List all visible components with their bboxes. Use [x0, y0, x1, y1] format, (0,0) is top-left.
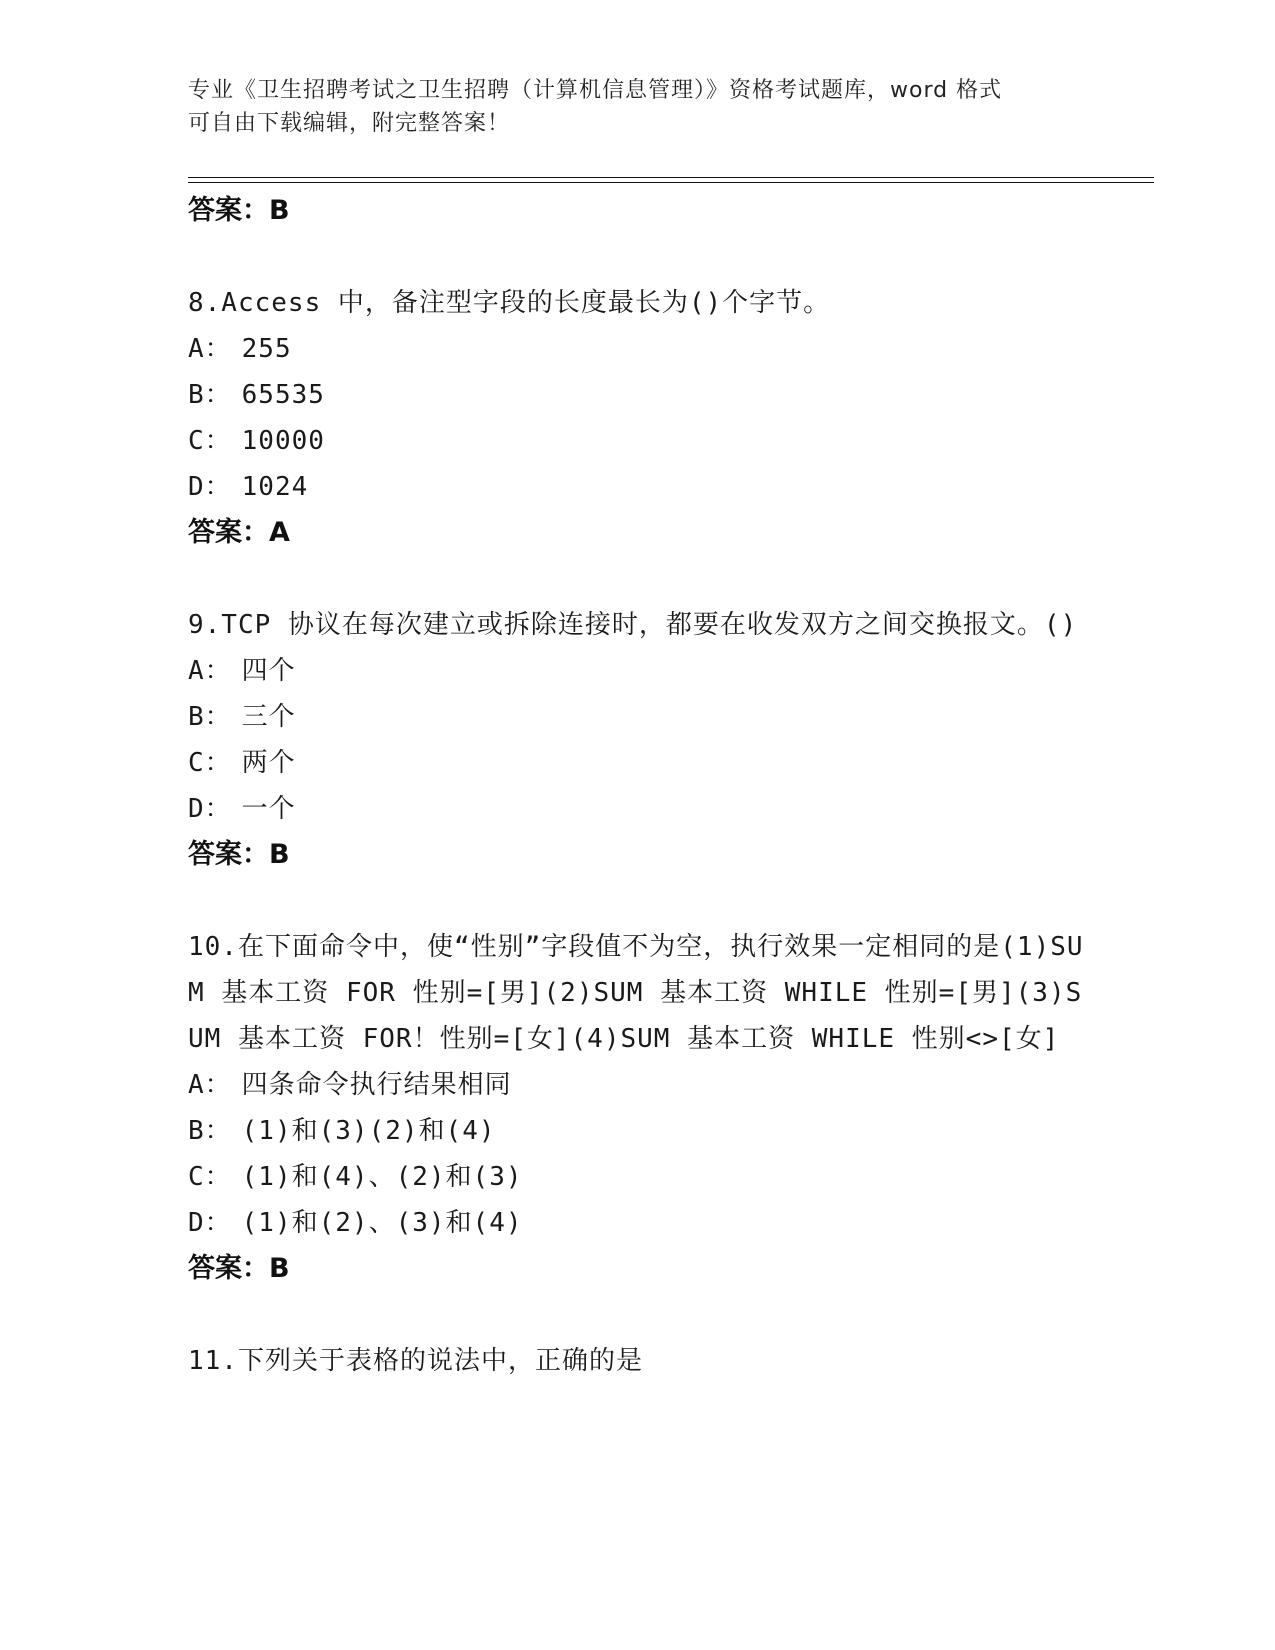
- question-text: 9.TCP 协议在每次建立或拆除连接时，都要在收发双方之间交换报文。(): [188, 610, 1078, 640]
- previous-answer: 答案：B: [188, 195, 290, 226]
- question-text: 11.下列关于表格的说法中，正确的是: [188, 1346, 643, 1376]
- option-d: D： 一个: [188, 794, 296, 824]
- answer: 答案：B: [188, 839, 290, 870]
- header-line-1: 专业《卫生招聘考试之卫生招聘（计算机信息管理）》资格考试题库，word 格式: [188, 78, 1003, 103]
- option-c: C： 两个: [188, 748, 296, 778]
- question-11: [188, 1338, 1088, 1384]
- question-8: [188, 280, 1088, 556]
- question-text: 8.Access 中，备注型字段的长度最长为()个字节。: [188, 288, 831, 318]
- question-10: [188, 924, 1088, 1292]
- option-a: A： 四条命令执行结果相同: [188, 1070, 512, 1100]
- option-d: D： 1024: [188, 472, 309, 502]
- header-divider-top: [188, 177, 1154, 178]
- option-b: B： 65535: [188, 380, 325, 410]
- answer: 答案：B: [188, 1253, 290, 1284]
- document-header: [188, 74, 1108, 140]
- option-b: B： 三个: [188, 702, 296, 732]
- option-a: A： 255: [188, 334, 292, 364]
- option-a: A： 四个: [188, 656, 296, 686]
- option-d: D： (1)和(2)、(3)和(4): [188, 1208, 523, 1238]
- question-list: [188, 188, 1088, 1384]
- option-c: C： 10000: [188, 426, 325, 456]
- question-9: [188, 602, 1088, 878]
- header-line-2: 可自由下载编辑，附完整答案！: [188, 111, 511, 136]
- answer: 答案：A: [188, 517, 290, 548]
- question-text: 10.在下面命令中，使“性别”字段值不为空，执行效果一定相同的是(1)SUM 基本工资 FOR 性别=[男](2)SUM 基本工资 WHILE 性别=[男](3)SUM 基本工资 FOR！性别=[女](4)SUM 基本工资 WHILE 性别<>[女]: [188, 932, 1084, 1054]
- option-c: C： (1)和(4)、(2)和(3): [188, 1162, 523, 1192]
- option-b: B： (1)和(3)(2)和(4): [188, 1116, 496, 1146]
- header-divider-bottom: [188, 182, 1154, 183]
